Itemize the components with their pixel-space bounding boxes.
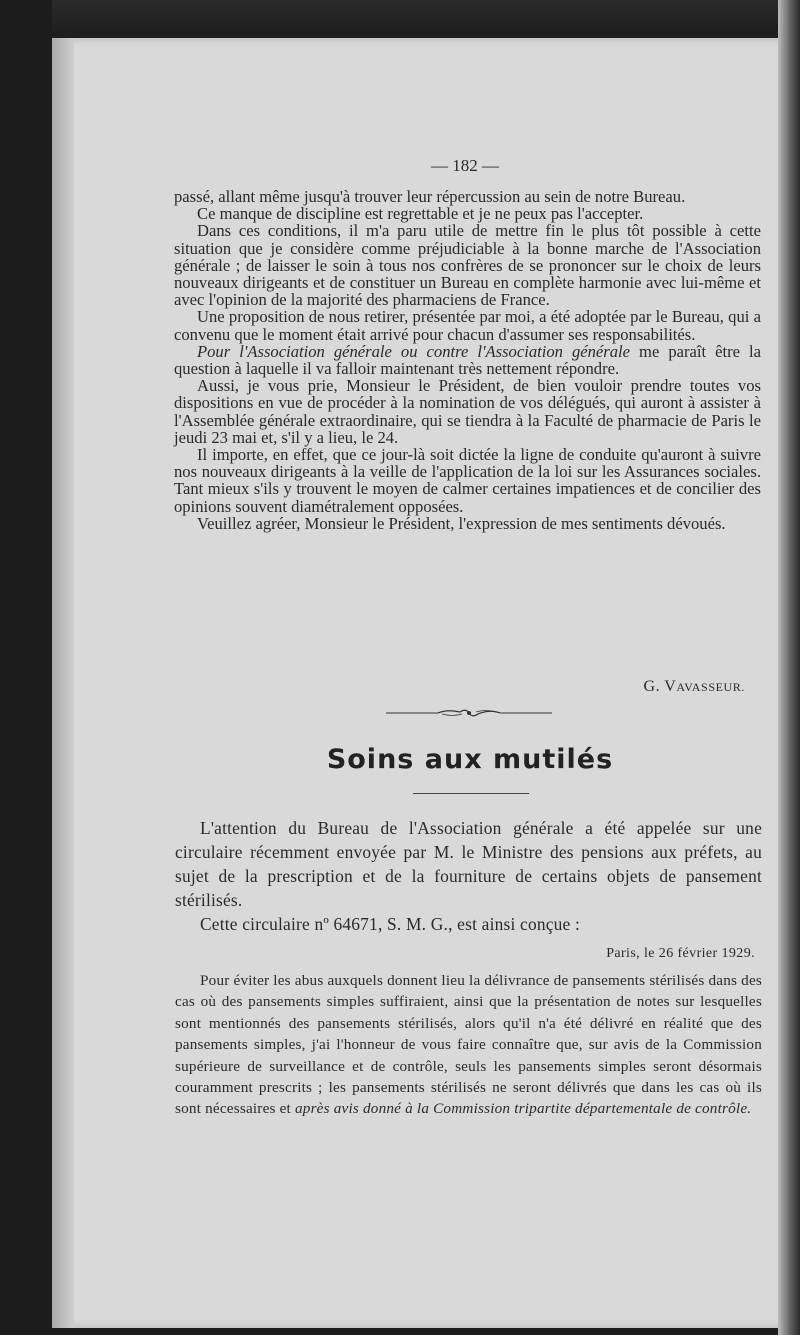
letter-paragraph: Dans ces conditions, il m'a paru utile de mettre fin le plus tôt possible à cette situation que je considère comme préjudiciable à la bonne marche de l'Association générale ; de laisser le soin à tous nos confrères de se prononcer sur le choix de leurs nouveaux dirigeants et de constituer un Bureau en complète harmonie avec lui-même et avec l'opinion de la majorité des pharmaciens de France. xyxy=(174,221,761,310)
circular-dateline: Paris, le 26 février 1929. xyxy=(606,946,755,961)
signature-surname: AVASSEUR. xyxy=(676,680,745,694)
letter-italic-phrase: Pour l'Association générale ou contre l'Association générale xyxy=(197,341,631,361)
title-underline xyxy=(413,793,529,794)
ornament-divider xyxy=(386,706,552,720)
letter-paragraph-text: me paraît être la question à laquelle il va falloir maintenant très nettement répondre. xyxy=(174,341,762,379)
quote-text: Pour éviter les abus auxquels donnent lieu la délivrance de pansements stérilisés dans des cas où des pansements simples suffiraient, ainsi que la présentation de notes sur lesquelles sont mentionnés des pansements stérilisés, alors qu'il n'a été délivré en réalité que des pansements simples, j'ai l'honneur de vous faire connaître que, sur avis de la Commission supérieure de surveillance et de contrôle, seuls les pansements simples seront désormais couramment prescrits ; les pansements stérilisés ne seront délivrés que dans les cas où ils sont nécessaires et xyxy=(175,972,762,1118)
quote-paragraph xyxy=(175,970,762,1120)
signature-initial: G. V xyxy=(643,678,677,695)
letter-body xyxy=(174,188,761,532)
article-paragraph: Cette circulaire nº 64671, S. M. G., est ainsi conçue : xyxy=(200,914,581,934)
letter-paragraph: Une proposition de nous retirer, présentée par moi, a été adoptée par le Bureau, qui a convenu que le moment était arrivé pour chacun d'assumer ses responsabilités. xyxy=(174,307,761,344)
quote-italic-text: après avis donné à la Commission tripartite départementale de contrôle. xyxy=(294,1100,752,1118)
page-gutter-shadow xyxy=(52,38,74,1328)
letter-signature xyxy=(560,678,745,696)
letter-paragraph: Veuillez agréer, Monsieur le Président, l'expression de mes sentiments dévoués. xyxy=(197,513,726,533)
article-paragraph: L'attention du Bureau de l'Association générale a été appelée sur une circulaire récemment envoyée par M. le Ministre des pensions aux préfets, au sujet de la prescription et de la fourniture de certains objets de pansement stérilisés. xyxy=(175,818,762,910)
letter-paragraph: Ce manque de discipline est regrettable et je ne peux pas l'accepter. xyxy=(197,204,644,224)
letter-paragraph xyxy=(174,343,761,377)
scan-right-edge xyxy=(778,0,800,1335)
circular-quote xyxy=(175,970,762,1120)
letter-paragraph: Il importe, en effet, que ce jour-là soit dictée la ligne de conduite qu'auront à suivre nos nouveaux dirigeants à la veille de l'application de la loi sur les Assurances sociales. Tant mieux s'ils y trouvent le moyen de calmer certaines impatiences et de concilier des opinions souvent diamétralement opposées. xyxy=(174,445,761,516)
page-number: — 182 — xyxy=(431,156,499,175)
letter-paragraph: passé, allant même jusqu'à trouver leur répercussion au sein de notre Bureau. xyxy=(174,187,686,206)
scan-top-edge xyxy=(52,0,800,40)
letter-paragraph: Aussi, je vous prie, Monsieur le Président, de bien vouloir prendre toutes vos dispositions en vue de procéder à la nomination de vos délégués, qui auront à assister à l'Assemblée générale extraordinaire, qui se tiendra à la Faculté de pharmacie de Paris le jeudi 23 mai et, s'il y a lieu, le 24. xyxy=(174,376,761,447)
section-title: Soins aux mutilés xyxy=(326,744,614,775)
article-body xyxy=(175,816,762,936)
